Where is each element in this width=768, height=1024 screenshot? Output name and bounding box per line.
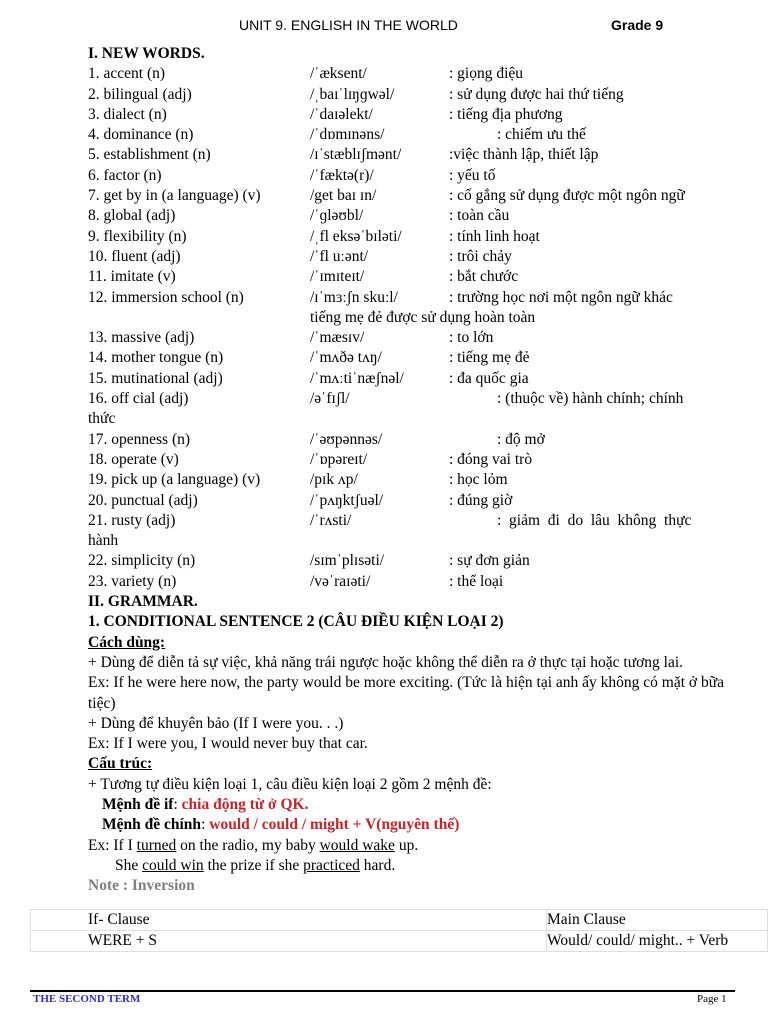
- vocab-item: [88, 206, 736, 226]
- example-3: Ex: If I turned on the radio, my baby would wake up.: [88, 836, 419, 854]
- vocab-phonetic: /ˈmæsɪv/: [310, 329, 365, 347]
- page-header: [0, 17, 768, 37]
- vocab-meaning: : toàn cầu: [449, 207, 510, 225]
- vocab-phonetic: /sɪmˈplɪsəti/: [310, 552, 385, 570]
- vocab-meaning: : (thuộc về) hành chính; chính: [497, 390, 684, 408]
- vocab-phonetic: /vəˈraɪəti/: [310, 572, 371, 590]
- vocab-item: [88, 572, 736, 592]
- vocab-word: 16. off cial (adj): [88, 390, 189, 408]
- main-clause-colon: :: [201, 816, 210, 834]
- vocab-meaning: : sự đơn giản: [449, 552, 530, 570]
- vocab-word: 6. factor (n): [88, 166, 162, 184]
- table-cell: WERE + S: [31, 931, 547, 952]
- vocab-meaning: : giọng điệu: [449, 65, 524, 83]
- vocab-item: [88, 64, 736, 84]
- vocab-item: [88, 85, 736, 105]
- vocab-word: 3. dialect (n): [88, 105, 167, 123]
- vocab-item: [88, 166, 736, 186]
- vocab-word: 18. operate (v): [88, 450, 179, 468]
- vocab-item: [88, 125, 736, 145]
- vocab-meaning: : sử dụng được hai thứ tiếng: [449, 85, 624, 103]
- vocab-item: [88, 186, 736, 206]
- vocab-meaning-continued: tiếng mẹ đẻ được sử dụng hoàn toàn: [310, 308, 536, 326]
- vocab-meaning: : đa quốc gia: [449, 369, 529, 387]
- table-row: [31, 910, 768, 931]
- example-2: Ex: If I were you, I would never buy that car.: [88, 735, 368, 753]
- vocab-meaning: : bắt chước: [449, 268, 519, 286]
- vocab-meaning: : đúng giờ: [449, 491, 513, 509]
- table-cell: Would/ could/ might.. + Verb: [547, 931, 768, 952]
- vocab-meaning: : giảm đi do lâu không thực: [497, 511, 692, 529]
- note-inversion: Note : Inversion: [88, 877, 195, 895]
- vocab-word: 7. get by in (a language) (v): [88, 187, 261, 205]
- vocab-item: [88, 511, 736, 552]
- if-clause-colon: :: [173, 795, 182, 813]
- usage-label: Cách dùng:: [88, 633, 166, 651]
- vocab-phonetic: /ˈmʌðə tʌŋ/: [310, 349, 382, 367]
- vocab-item: [88, 288, 736, 329]
- section-grammar-heading: II. GRAMMAR.: [88, 593, 198, 611]
- vocab-item: [88, 348, 736, 368]
- vocab-word: 15. mutinational (adj): [88, 369, 223, 387]
- usage-text-1: + Dùng để diễn tả sự việc, khả năng trái ngược hoặc không thể diễn ra ở thực tại hoặc tương lai.: [88, 653, 684, 671]
- vocab-phonetic: /ˈpʌŋktʃuəl/: [310, 491, 384, 509]
- vocab-word: 17. openness (n): [88, 430, 191, 448]
- vocab-phonetic: /ˈrʌsti/: [310, 511, 352, 529]
- vocab-meaning: : đóng vai trò: [449, 450, 533, 468]
- vocab-word: 23. variety (n): [88, 572, 177, 590]
- vocab-meaning: : trường học nơi một ngôn ngữ khác: [449, 288, 673, 306]
- vocab-meaning: : độ mở: [497, 430, 545, 448]
- if-clause-value: chia động từ ở QK.: [181, 795, 309, 813]
- vocab-meaning: : thể loại: [449, 572, 504, 590]
- table-row: [31, 931, 768, 952]
- vocab-phonetic: /ˈmʌːtiˈnæʃnəl/: [310, 369, 404, 387]
- vocab-word: 22. simplicity (n): [88, 552, 196, 570]
- vocab-item: [88, 430, 736, 450]
- vocab-phonetic: /ˈɪmɪteɪt/: [310, 268, 365, 286]
- vocab-meaning-continued: thức: [88, 410, 116, 428]
- conditional-heading: 1. CONDITIONAL SENTENCE 2 (CÂU ĐIỀU KIỆN LOẠI 2): [88, 613, 504, 631]
- section-new-words-heading: I. NEW WORDS.: [88, 45, 205, 62]
- vocab-word: 21. rusty (adj): [88, 511, 176, 529]
- footer-divider: [30, 990, 735, 992]
- vocab-item: [88, 470, 736, 490]
- vocab-phonetic: /ˈfl uːənt/: [310, 247, 369, 265]
- inversion-table: [30, 909, 768, 952]
- vocab-item: [88, 450, 736, 470]
- vocab-phonetic: /ˈəʊpənnəs/: [310, 430, 383, 448]
- vocab-phonetic: /əˈfɪʃl/: [310, 390, 350, 408]
- vocab-phonetic: /ɪˈmɜːʃn skuːl/: [310, 288, 398, 306]
- vocab-word: 8. global (adj): [88, 207, 176, 225]
- if-clause-label: Mệnh đề if: [102, 795, 174, 813]
- vocab-word: 4. dominance (n): [88, 126, 194, 144]
- vocab-phonetic: /get baɪ ɪn/: [310, 187, 377, 205]
- vocab-phonetic: /ˈɡləʊbl/: [310, 207, 364, 225]
- vocab-item: [88, 267, 736, 287]
- vocab-item: [88, 105, 736, 125]
- vocab-meaning: : tính linh hoạt: [449, 227, 540, 245]
- vocab-phonetic: /ˈæksent/: [310, 65, 367, 83]
- vocab-item: [88, 491, 736, 511]
- vocab-meaning: : yếu tố: [449, 166, 496, 184]
- vocab-phonetic: /ɪˈstæblɪʃmənt/: [310, 146, 402, 164]
- usage-text-2: + Dùng để khuyên bảo (If I were you. . .): [88, 714, 344, 732]
- footer-term: THE SECOND TERM: [33, 993, 141, 1005]
- example-4: She could win the prize if she practiced hard.: [115, 856, 396, 874]
- table-cell: Main Clause: [547, 910, 768, 931]
- vocab-meaning-continued: hành: [88, 532, 119, 550]
- vocab-meaning: : tiếng mẹ đẻ: [449, 349, 530, 367]
- vocab-word: 1. accent (n): [88, 65, 166, 83]
- example-1: Ex: If he were here now, the party would be more exciting. (Tức là hiện tại anh ấy không có mặt ở bữa tiệc): [88, 674, 725, 712]
- vocab-word: 11. imitate (v): [88, 268, 176, 286]
- main-clause-label: Mệnh đề chính: [102, 816, 202, 834]
- if-clause-rule: [88, 795, 736, 815]
- vocab-phonetic: /pɪk ʌp/: [310, 471, 358, 489]
- document-body: [88, 44, 736, 896]
- vocab-meaning: :việc thành lập, thiết lập: [449, 146, 599, 164]
- vocab-meaning: : chiếm ưu thế: [497, 126, 586, 144]
- vocab-meaning: : to lớn: [449, 329, 494, 347]
- vocab-item: [88, 227, 736, 247]
- grade-label: Grade 9: [611, 17, 664, 33]
- vocab-meaning: : tiếng địa phương: [449, 105, 563, 123]
- vocab-phonetic: /ˈdɒmɪnəns/: [310, 126, 385, 144]
- vocab-item: [88, 247, 736, 267]
- vocab-phonetic: /ˈɒpəreɪt/: [310, 450, 368, 468]
- vocab-item: [88, 551, 736, 571]
- vocab-item: [88, 369, 736, 389]
- vocab-phonetic: /ˌfl eksəˈbɪləti/: [310, 227, 402, 245]
- vocab-word: 12. immersion school (n): [88, 288, 244, 306]
- unit-title: UNIT 9. ENGLISH IN THE WORLD: [239, 17, 458, 33]
- vocab-phonetic: /ˈfæktə(r)/: [310, 166, 374, 184]
- vocab-phonetic: /ˈdaɪəlekt/: [310, 105, 373, 123]
- vocab-phonetic: /ˌbaɪˈlɪŋɡwəl/: [310, 85, 395, 103]
- vocab-word: 20. punctual (adj): [88, 491, 198, 509]
- vocab-word: 10. fluent (adj): [88, 247, 181, 265]
- vocab-word: 13. massive (adj): [88, 329, 195, 347]
- vocab-meaning: : trôi chảy: [449, 247, 512, 265]
- vocab-word: 9. flexibility (n): [88, 227, 187, 245]
- vocab-word: 5. establishment (n): [88, 146, 211, 164]
- structure-label: Cấu trúc:: [88, 755, 153, 773]
- vocab-word: 14. mother tongue (n): [88, 349, 224, 367]
- vocab-item: [88, 389, 736, 430]
- vocabulary-list: [88, 64, 736, 592]
- vocab-word: 2. bilingual (adj): [88, 85, 192, 103]
- table-cell: If- Clause: [31, 910, 547, 931]
- footer-page-number: Page 1: [697, 993, 727, 1005]
- vocab-meaning: : học lỏm: [449, 471, 508, 489]
- main-clause-value: would / could / might + V(nguyên thế): [209, 816, 460, 834]
- main-clause-rule: [88, 815, 736, 835]
- vocab-meaning: : cố gắng sử dụng được một ngôn ngữ: [449, 187, 685, 205]
- vocab-item: [88, 328, 736, 348]
- vocab-item: [88, 145, 736, 165]
- structure-intro: + Tương tự điều kiện loại 1, câu điều kiện loại 2 gồm 2 mệnh đề:: [88, 775, 492, 793]
- vocab-word: 19. pick up (a language) (v): [88, 471, 261, 489]
